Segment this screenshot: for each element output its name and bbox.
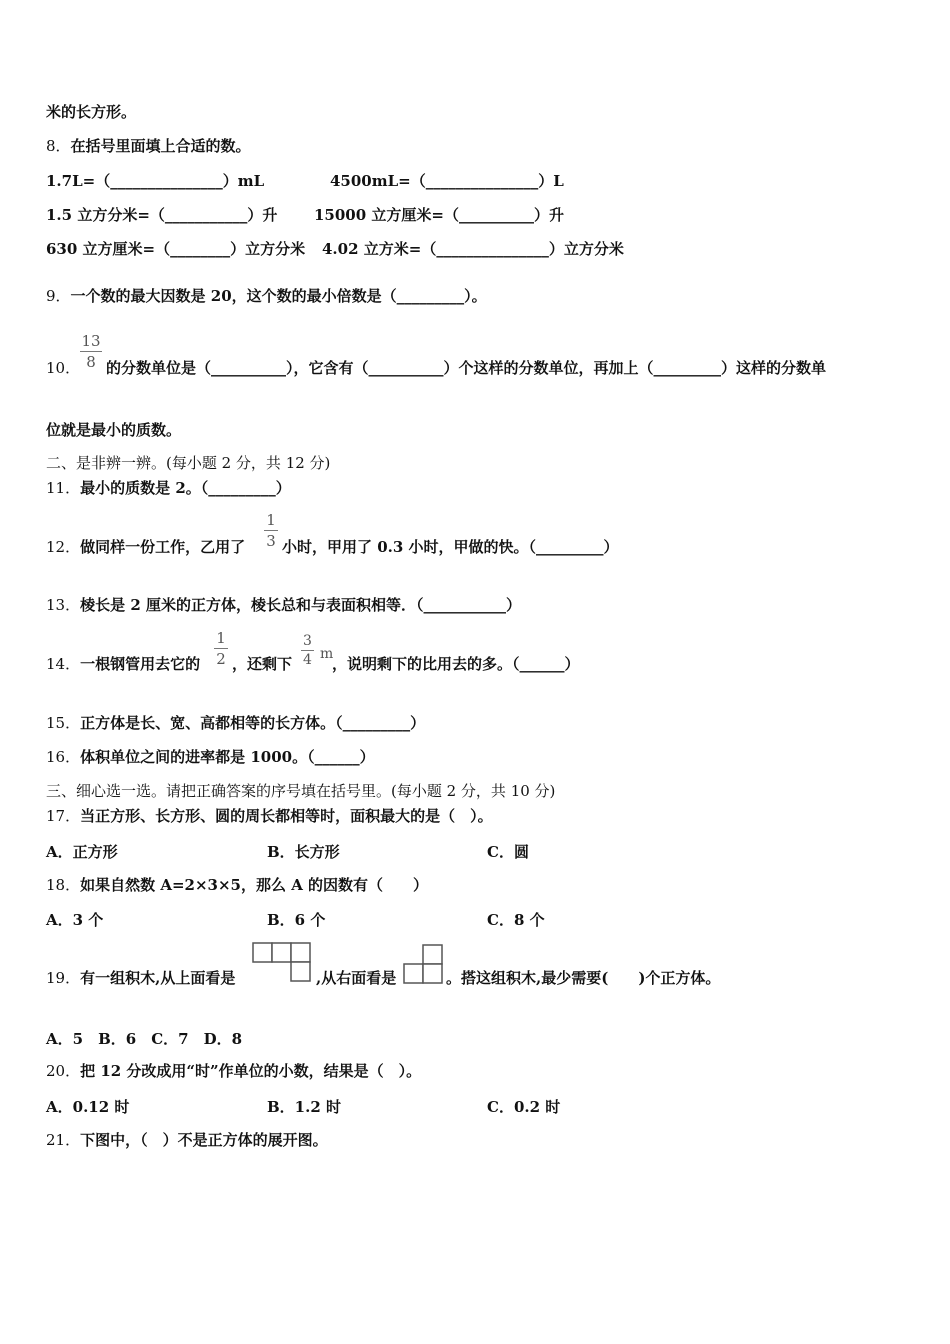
question-text: 下图中，（ ）不是正方体的展开图。 [80,1131,328,1149]
question-number: 9． [46,287,71,305]
question-17 [46,806,493,826]
fraction-3-4 [301,633,314,668]
question-number: 14． [46,655,81,673]
q8-row-3b: 4.02 立方米=（_______________）立方分米 [322,240,624,258]
question-number: 10． [46,359,81,377]
question-number: 18． [46,876,81,894]
q20-option-c[interactable]: C．0.2 时 [487,1098,561,1116]
question-number: 11． [46,479,81,497]
q8-row-1a: 1.7L=（_______________）mL [46,172,265,190]
question-number: 17． [46,807,81,825]
question-14 [46,654,200,674]
question-number: 20． [46,1062,81,1080]
question-12-text-b: 小时，甲用了 0.3 小时，甲做的快。（_________） [282,538,619,556]
question-10-text: 的分数单位是（__________），它含有（__________）个这样的分数单位，再加上（_________）这样的分数单 [106,359,827,377]
question-10 [46,358,80,378]
q8-row-2a: 1.5 立方分米=（___________）升 [46,206,278,224]
denominator: 4 [303,652,312,668]
section-2-heading: 二、是非辨一辨。(每小题 2 分，共 12 分) [46,454,331,472]
fraction-bar [80,351,102,352]
fraction-13-8 [80,332,102,371]
question-21 [46,1130,328,1150]
section-3-heading: 三、细心选一选。请把正确答案的序号填在括号里。(每小题 2 分，共 10 分) [46,782,556,800]
text-line: 米的长方形。 [46,103,137,121]
fraction-1-2 [214,629,228,668]
question-number: 21． [46,1131,81,1149]
question-15 [46,713,425,733]
question-number: 13． [46,596,81,614]
q8-row-2b: 15000 立方厘米=（__________）升 [314,206,564,224]
fraction-1-3 [264,511,278,550]
question-10-text-cont: 位就是最小的质数。 [46,421,182,439]
right-view-figure [403,944,445,986]
question-14-text-b: ，还剩下 [232,655,293,673]
numerator: 1 [266,511,276,529]
q18-option-a[interactable]: A．3 个 [46,911,104,929]
numerator: 3 [303,633,312,649]
q8-row-3a: 630 立方厘米=（________）立方分米 [46,240,306,258]
question-text: 棱长是 2 厘米的正方体，棱长总和与表面积相等．（___________） [80,596,521,614]
numerator: 13 [81,332,101,350]
q8-row-1b: 4500mL=（_______________）L [330,172,564,190]
question-text: 一根钢管用去它的 [80,655,201,673]
question-number: 12． [46,538,81,556]
question-text: 最小的质数是 2。（_________） [80,479,291,497]
top-view-figure [252,942,314,984]
question-text: 当正方形、长方形、圆的周长都相等时，面积最大的是（ ）。 [80,807,493,825]
fraction-bar [301,650,314,651]
question-text: 有一组积木,从上面看是 [80,969,236,987]
denominator: 3 [266,532,276,550]
question-18 [46,875,428,895]
question-text: 做同样一份工作，乙用了 [80,538,246,556]
question-text: 如果自然数 A=2×3×5，那么 A 的因数有（ ） [80,876,429,894]
question-text: 把 12 分改成用“时”作单位的小数，结果是（ ）。 [80,1062,422,1080]
question-number: 16． [46,748,81,766]
question-11 [46,478,291,498]
denominator: 8 [86,353,96,371]
q17-option-c[interactable]: C．圆 [487,843,529,861]
q20-option-a[interactable]: A．0.12 时 [46,1098,130,1116]
question-number: 15． [46,714,81,732]
denominator: 2 [216,650,226,668]
q18-option-c[interactable]: C．8 个 [487,911,545,929]
question-19 [46,968,235,988]
unit-m: m [320,646,334,662]
question-9 [46,286,487,306]
q20-option-b[interactable]: B．1.2 时 [267,1098,341,1116]
fraction-bar [264,530,278,531]
question-text: 在括号里面填上合适的数。 [70,137,251,155]
question-13 [46,595,521,615]
question-20 [46,1061,421,1081]
question-number: 8． [46,137,71,155]
question-text: 体积单位之间的进率都是 1000。（______） [80,748,375,766]
question-12 [46,537,245,557]
q17-option-b[interactable]: B．长方形 [267,843,340,861]
question-text: 正方体是长、宽、高都相等的长方体。（_________） [80,714,426,732]
q17-option-a[interactable]: A．正方形 [46,843,118,861]
numerator: 1 [216,629,226,647]
question-14-text-c: ，说明剩下的比用去的多。（______） [332,655,580,673]
question-19-text-c: 。搭这组积木,最少需要( )个正方体。 [446,969,721,987]
question-number: 19． [46,969,81,987]
question-16 [46,747,375,767]
question-text: 一个数的最大因数是 20，这个数的最小倍数是（_________）。 [70,287,487,305]
q19-options[interactable]: A．5 B．6 C．7 D．8 [46,1030,243,1048]
question-19-text-b: ,从右面看是 [316,969,397,987]
q18-option-b[interactable]: B．6 个 [267,911,326,929]
fraction-bar [214,648,228,649]
question-8 [46,136,251,156]
